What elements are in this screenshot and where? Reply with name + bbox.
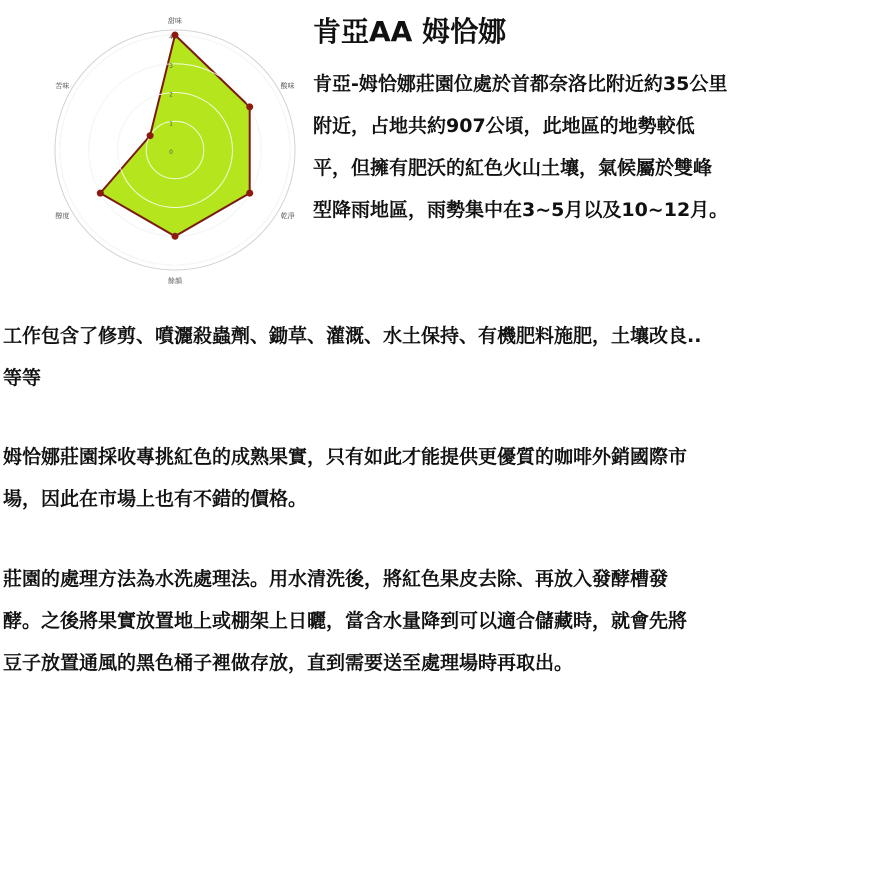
paragraph-line: 姆恰娜莊園採收專挑紅色的成熟果實，只有如此才能提供更優質的咖啡外銷國際市 — [3, 446, 688, 468]
radar-data-point — [246, 190, 253, 197]
intro-line: 平，但擁有肥沃的紅色火山土壤，氣候屬於雙峰 — [313, 157, 713, 179]
intro-paragraph — [313, 63, 853, 231]
radar-axis-label: 酸味 — [280, 82, 295, 90]
paragraph-line: 酵。之後將果實放置地上或棚架上日曬，當含水量降到可以適合儲藏時，就會先將 — [3, 610, 688, 632]
intro-line: 型降雨地區，雨勢集中在3~5月以及10~12月。 — [313, 199, 729, 221]
radar-chart — [40, 8, 310, 298]
radar-axis-label: 甜味 — [168, 17, 182, 25]
paragraph-line: 等等 — [3, 367, 42, 389]
radar-data-point — [246, 103, 253, 110]
page-title: 肯亞AA 姆恰娜 — [313, 15, 507, 48]
radar-data-point — [147, 132, 154, 139]
radar-tick-label: 4 — [169, 34, 173, 41]
radar-axis-label: 苦味 — [55, 82, 70, 90]
intro-line: 肯亞-姆恰娜莊園位處於首都奈洛比附近約35公里 — [313, 73, 728, 95]
radar-axis-label: 乾淨 — [280, 212, 295, 220]
intro-line: 附近，占地共約907公頃，此地區的地勢較低 — [313, 115, 695, 137]
paragraph-line: 莊園的處理方法為水洗處理法。用水清洗後，將紅色果皮去除、再放入發酵槽發 — [3, 568, 669, 590]
radar-tick-label: 0 — [169, 149, 173, 156]
radar-tick-label: 3 — [169, 62, 173, 70]
harvest-paragraph — [3, 436, 687, 520]
paragraph-line: 豆子放置通風的黑色桶子裡做存放，直到需要送至處理場時再取出。 — [3, 652, 574, 674]
paragraph-line: 場，因此在市場上也有不錯的價格。 — [3, 488, 308, 510]
radar-axis-label: 餘韻 — [168, 277, 182, 285]
radar-data-point — [172, 233, 179, 240]
radar-data-area — [100, 35, 249, 236]
radar-tick-label: 2 — [169, 91, 173, 99]
radar-tick-label: 1 — [169, 120, 173, 128]
radar-axis-label: 醇度 — [55, 212, 70, 220]
work-paragraph — [3, 315, 701, 399]
processing-paragraph — [3, 558, 687, 684]
paragraph-line: 工作包含了修剪、噴灑殺蟲劑、鋤草、灌溉、水土保持、有機肥料施肥，土壤改良.. — [3, 325, 702, 347]
radar-data-point — [97, 190, 104, 197]
